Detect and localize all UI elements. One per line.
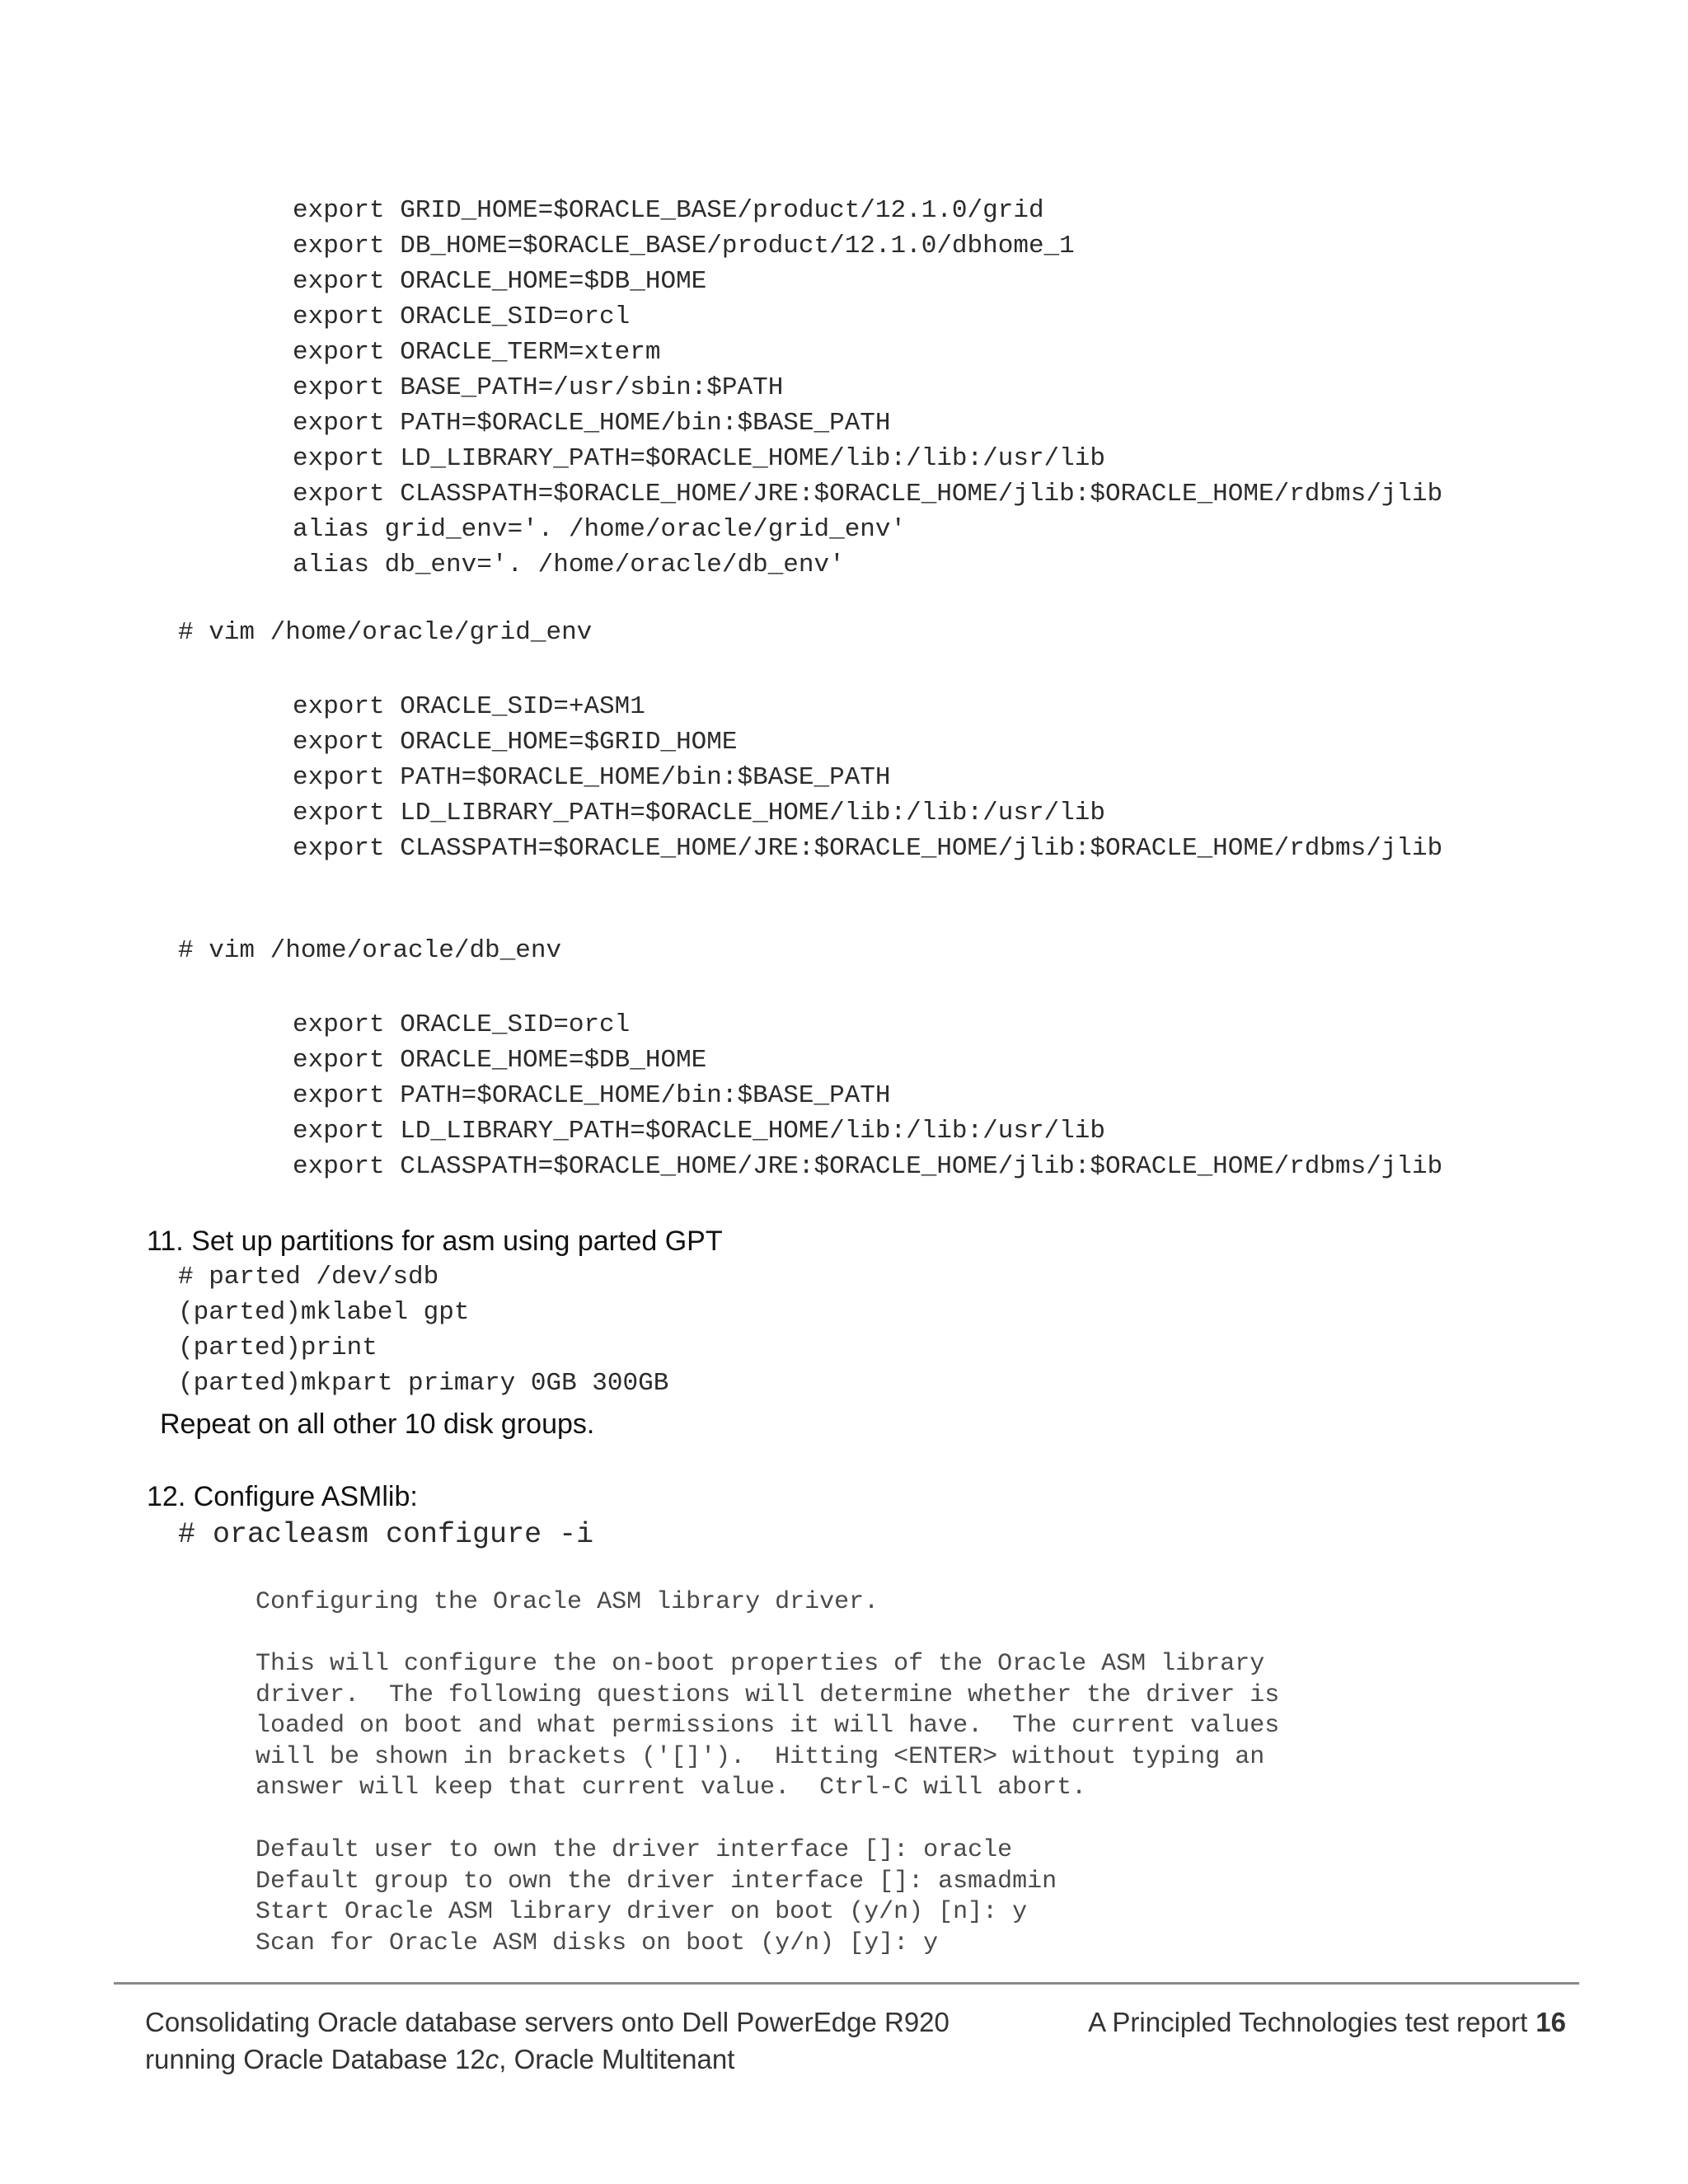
step-11-heading: 11. Set up partitions for asm using parted GPT bbox=[147, 1226, 723, 1257]
code-line: export GRID_HOME=$ORACLE_BASE/product/12.1.0/grid bbox=[293, 196, 1044, 225]
footer-report-label bbox=[1071, 2004, 1566, 2041]
code-line: export LD_LIBRARY_PATH=$ORACLE_HOME/lib:/lib:/usr/lib bbox=[293, 799, 1105, 827]
code-line: answer will keep that current value. Ctrl-C will abort. bbox=[256, 1774, 1087, 1802]
code-line: alias db_env='. /home/oracle/db_env' bbox=[293, 551, 845, 579]
code-line: export CLASSPATH=$ORACLE_HOME/JRE:$ORACLE_HOME/jlib:$ORACLE_HOME/rdbms/jlib bbox=[293, 480, 1443, 509]
code-line: export PATH=$ORACLE_HOME/bin:$BASE_PATH bbox=[293, 409, 891, 438]
asm-output-description bbox=[256, 1649, 1279, 1804]
code-line: This will configure the on-boot properties of the Oracle ASM library bbox=[256, 1650, 1265, 1678]
code-line: export PATH=$ORACLE_HOME/bin:$BASE_PATH bbox=[293, 763, 891, 792]
code-line: (parted)mkpart primary 0GB 300GB bbox=[178, 1369, 669, 1398]
footer-title bbox=[145, 2004, 1010, 2078]
code-line: Scan for Oracle ASM disks on boot (y/n) [y]: y bbox=[256, 1929, 939, 1957]
code-line: export CLASSPATH=$ORACLE_HOME/JRE:$ORACLE_HOME/jlib:$ORACLE_HOME/rdbms/jlib bbox=[293, 834, 1443, 863]
code-line: export ORACLE_TERM=xterm bbox=[293, 338, 661, 367]
parted-code-block bbox=[178, 1259, 668, 1401]
repeat-note: Repeat on all other 10 disk groups. bbox=[160, 1408, 595, 1440]
code-line: export DB_HOME=$ORACLE_BASE/product/12.1.0/dbhome_1 bbox=[293, 232, 1075, 260]
db-env-command: # vim /home/oracle/db_env bbox=[178, 936, 562, 965]
footer-line2-italic: c bbox=[485, 2044, 499, 2074]
code-line: export ORACLE_SID=orcl bbox=[293, 1010, 631, 1039]
code-line: export ORACLE_HOME=$DB_HOME bbox=[293, 1046, 707, 1075]
asm-output-intro bbox=[256, 1587, 879, 1619]
code-line: export LD_LIBRARY_PATH=$ORACLE_HOME/lib:/lib:/usr/lib bbox=[293, 1117, 1105, 1146]
code-line: export ORACLE_SID=orcl bbox=[293, 302, 631, 331]
db-env-code-block bbox=[293, 1007, 1442, 1184]
code-line: driver. The following questions will determine whether the driver is bbox=[256, 1680, 1280, 1709]
asm-output-answers bbox=[256, 1835, 1057, 1959]
code-line: (parted)mklabel gpt bbox=[178, 1298, 470, 1327]
code-line: alias grid_env='. /home/oracle/grid_env' bbox=[293, 515, 907, 544]
code-line: loaded on boot and what permissions it will have. The current values bbox=[256, 1712, 1280, 1740]
code-line: export LD_LIBRARY_PATH=$ORACLE_HOME/lib:/lib:/usr/lib bbox=[293, 444, 1105, 473]
footer-title-line2 bbox=[145, 2041, 1010, 2078]
code-line: Configuring the Oracle ASM library driver. bbox=[256, 1588, 879, 1616]
code-line: Start Oracle ASM library driver on boot (y/n) [n]: y bbox=[256, 1898, 1028, 1926]
footer-line2-prefix: running Oracle Database 12 bbox=[145, 2044, 485, 2074]
code-line: export ORACLE_HOME=$GRID_HOME bbox=[293, 728, 738, 757]
code-line: Default user to own the driver interface []: oracle bbox=[256, 1836, 1013, 1864]
code-line: export ORACLE_SID=+ASM1 bbox=[293, 692, 645, 721]
footer-line2-suffix: , Oracle Multitenant bbox=[499, 2044, 735, 2074]
code-line: # parted /dev/sdb bbox=[178, 1263, 439, 1291]
code-line: export ORACLE_HOME=$DB_HOME bbox=[293, 267, 707, 296]
env-code-block bbox=[293, 193, 1442, 583]
code-line: Default group to own the driver interface []: asmadmin bbox=[256, 1867, 1057, 1896]
code-line: will be shown in brackets ('[]'). Hitting <ENTER> without typing an bbox=[256, 1742, 1265, 1771]
code-line: (parted)print bbox=[178, 1333, 377, 1362]
code-line: export CLASSPATH=$ORACLE_HOME/JRE:$ORACLE_HOME/jlib:$ORACLE_HOME/rdbms/jlib bbox=[293, 1152, 1443, 1181]
code-line: export PATH=$ORACLE_HOME/bin:$BASE_PATH bbox=[293, 1081, 891, 1110]
code-line: export BASE_PATH=/usr/sbin:$PATH bbox=[293, 373, 784, 402]
footer-report-text: A Principled Technologies test report bbox=[1088, 2007, 1528, 2037]
grid-env-command: # vim /home/oracle/grid_env bbox=[178, 618, 593, 647]
page-number: 16 bbox=[1536, 2007, 1566, 2037]
step-12-heading: 12. Configure ASMlib: bbox=[147, 1481, 418, 1512]
footer-divider bbox=[114, 1982, 1579, 1985]
grid-env-code-block bbox=[293, 689, 1442, 866]
footer-title-line1: Consolidating Oracle database servers onto Dell PowerEdge R920 bbox=[145, 2007, 950, 2037]
oracleasm-command: # oracleasm configure -i bbox=[178, 1518, 594, 1551]
